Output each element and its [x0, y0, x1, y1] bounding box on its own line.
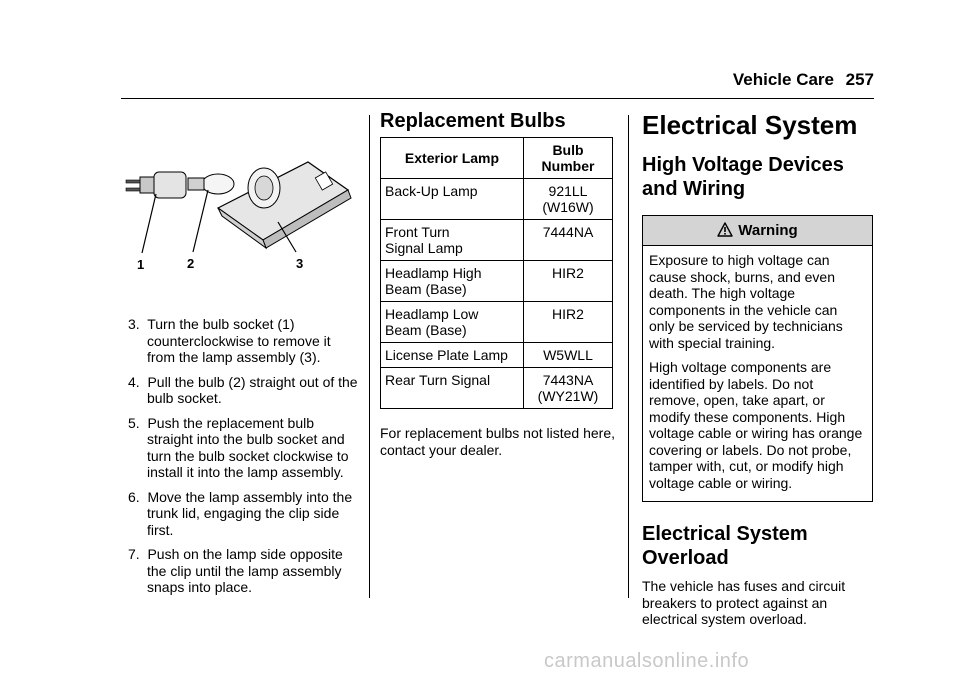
page-number: 257 — [845, 70, 874, 89]
step-item: 6. Move the lamp assembly into the trunk lid, engaging the clip side first. — [128, 488, 353, 538]
warning-body — [643, 246, 872, 501]
section-title-replacement-bulbs: Replacement Bulbs — [380, 110, 566, 132]
column-divider-2 — [628, 115, 629, 598]
column-divider-1 — [369, 115, 370, 598]
page-header-title: Vehicle Care — [732, 70, 834, 89]
callout-label-1: 1 — [137, 257, 145, 272]
warning-icon — [717, 222, 733, 237]
table-row: Back-Up Lamp 921LL (W16W) — [381, 179, 613, 220]
column-header-exterior-lamp: Exterior Lamp — [381, 138, 524, 179]
overload-text: The vehicle has fuses and circuit breakers to protect against an electrical system overload. — [642, 578, 846, 627]
step-item: 5. Push the replacement bulb straight into the bulb socket and turn the bulb socket clockwise to install it into the lamp assembly. — [128, 414, 349, 480]
table-row: Front Turn Signal Lamp 7444NA — [381, 220, 613, 261]
warning-header — [643, 216, 872, 246]
step-item: 4. Pull the bulb (2) straight out of the bulb socket. — [128, 373, 358, 406]
bulb-note: For replacement bulbs not listed here, contact your dealer. — [380, 425, 616, 458]
procedure-steps — [120, 316, 360, 604]
column-header-bulb-number: Bulb Number — [524, 138, 613, 179]
warning-paragraph: Exposure to high voltage can cause shock, burns, and even death. The high voltage components in the vehicle can only be serviced by technicians with special training. — [649, 252, 843, 351]
replacement-bulbs-section — [380, 110, 616, 458]
header-rule — [121, 98, 874, 99]
warning-paragraph: High voltage components are identified by labels. Do not remove, open, take apart, or modify these components. High voltage cable or wiring has orange covering or labels. Do not probe, tamper with, cut, or modify high voltage cable or wiring. — [649, 359, 863, 491]
table-row: Headlamp High Beam (Base) HIR2 — [381, 261, 613, 302]
subsection-title-overload: Electrical System Overload — [642, 523, 808, 569]
callout-label-3: 3 — [296, 256, 304, 271]
electrical-system-section — [642, 110, 875, 628]
step-item: 3. Turn the bulb socket (1) counterclockwise to remove it from the lamp assembly (3). — [128, 316, 331, 365]
subsection-title-high-voltage: High Voltage Devices and Wiring — [642, 154, 844, 200]
license-lamp-illustration — [118, 150, 358, 275]
watermark: carmanualsonline.info — [544, 650, 750, 672]
warning-label: Warning — [738, 222, 798, 239]
table-row: Rear Turn Signal 7443NA (WY21W) — [381, 368, 613, 409]
callout-label-2: 2 — [187, 256, 195, 271]
table-row: License Plate Lamp W5WLL — [381, 343, 613, 368]
bulb-table — [380, 137, 613, 409]
warning-box — [642, 215, 873, 502]
section-title-electrical-system: Electrical System — [642, 110, 858, 140]
step-item: 7. Push on the lamp side opposite the clip until the lamp assembly snaps into place. — [128, 546, 343, 595]
table-row: Headlamp Low Beam (Base) HIR2 — [381, 302, 613, 343]
